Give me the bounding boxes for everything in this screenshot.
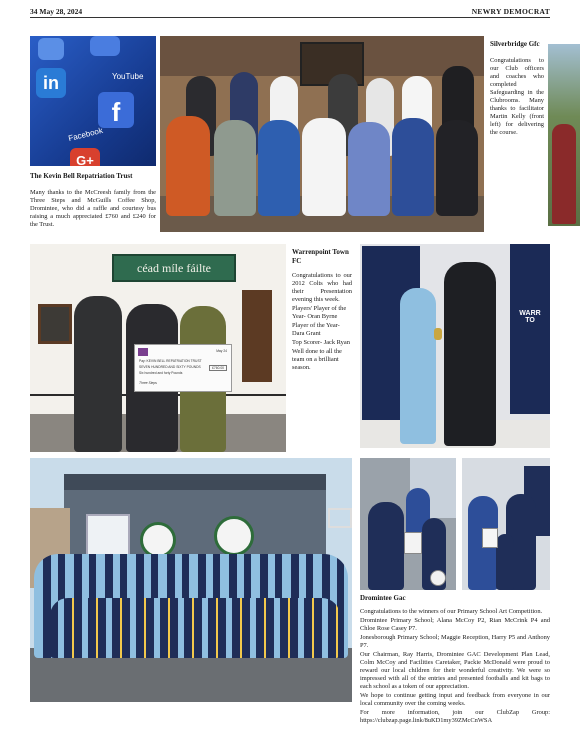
cheque-bank-logo [138, 348, 148, 356]
dromintee-line: Dromintee Primary School; Alana McCoy P2, Rian McCrink P4 and Chloe Rose Casey P7. [360, 617, 550, 632]
cheque-words-2: Six hundred and forty Pounds [139, 371, 183, 375]
dromintee-line: Congratulations to the winners of our Primary School Art Competition. [360, 608, 543, 615]
gaa-crest [140, 522, 176, 558]
youtube-icon [112, 72, 152, 86]
gplus-icon [70, 148, 100, 166]
trophy [434, 328, 442, 340]
person [258, 120, 300, 216]
dromintee-article [360, 594, 550, 726]
app-icon [90, 36, 120, 56]
coach [444, 262, 496, 446]
dromintee-line: We hope to continue getting input and feedback from everyone in our local community over the coming weeks. [360, 692, 550, 707]
linkedin-icon [36, 68, 66, 98]
person [436, 120, 478, 216]
dromintee-award-photo-1 [360, 458, 456, 590]
warrenpoint-heading: Warrenpoint Town FC [292, 248, 349, 265]
warrenpoint-line: Top Scorer- Jack Ryan [292, 339, 350, 346]
newspaper-title: NEWRY DEMOCRAT [471, 7, 550, 16]
window [86, 514, 130, 558]
silverbridge-article [490, 40, 544, 138]
warrenpoint-line: Well done to all the team on a brilliant season. [292, 348, 342, 371]
kevin-bell-article [30, 172, 156, 230]
person [368, 502, 404, 590]
person [214, 120, 256, 216]
silverbridge-body: Congratulations to our Club officers and coaches who completed Safeguarding in the Clubrooms. Many thanks to facilitator Martin Kelly (front left) for delivering the course. [490, 57, 544, 136]
banner-text: WARR [519, 310, 541, 317]
cheque-payee: Pay: KEVIN BELL REPATRIATION TRUST [139, 359, 202, 363]
warrenpoint-article [292, 248, 352, 373]
window [38, 304, 72, 344]
kevin-bell-body: Many thanks to the McCreesh family from the Three Steps and McGuills Coffee Shop, Dromintee, who did a raffle and courtesy bus raising a much appreciated £760 and £240 for the Trust. [30, 189, 156, 228]
silverbridge-group-photo [160, 36, 484, 232]
dromintee-line: Jonesborough Primary School; Maggie Reception, Harry P5 and Anthony P7. [360, 634, 550, 649]
person [392, 118, 434, 216]
artwork [482, 528, 498, 548]
page-info: 34 May 28, 2024 [30, 7, 83, 16]
warrenpoint-line: Players' Player of the Year- Oran Byrne [292, 305, 347, 320]
child [496, 534, 514, 590]
artwork [404, 532, 422, 554]
pub-sign-board: céad míle fáilte [112, 254, 236, 282]
warrenpoint-line: Player of the Year- Dara Grant [292, 322, 340, 337]
cheque-date: May 24 [216, 349, 227, 353]
cheque-amount-words: SEVEN HUNDRED AND SIXTY POUNDS [139, 365, 201, 369]
silverbridge-heading: Silverbridge Gfc [490, 40, 540, 48]
app-icon [38, 38, 64, 60]
gaa-crest [214, 516, 254, 556]
cheque-presentation-photo [30, 244, 286, 452]
dromintee-line: Our Chairman, Ray Harris, Dromintee GAC Development Plan Lead, Colm McCoy and Facilities Caretaker, Packie McDonald were proud to reward our local children for their wonderful creativity. We were so impressed with all of the entries and presented footballs and kit bags to each school as a token of our appreciation. [360, 651, 550, 690]
doorway [242, 290, 272, 382]
boy-player [400, 288, 436, 444]
youtube-label: YouTube [112, 72, 144, 81]
person [74, 296, 122, 452]
person [552, 124, 576, 224]
social-media-photo [30, 36, 156, 166]
school-group-photo [30, 458, 352, 702]
roof [64, 474, 326, 490]
warrenpoint-line: Congratulations to our 2012 Colts who had their Presentation evening this week. [292, 272, 352, 303]
cheque-figure: £760.00 [209, 365, 227, 371]
kevin-bell-heading: The Kevin Bell Repatriation Trust [30, 172, 133, 180]
facebook-icon: f [98, 92, 134, 128]
dromintee-heading: Dromintee Gac [360, 594, 406, 602]
basketball-hoop [328, 508, 352, 528]
dromintee-award-photo-2 [462, 458, 550, 590]
person [348, 122, 390, 216]
person [166, 116, 210, 216]
pupils-front-row [50, 598, 340, 658]
club-banner-right [510, 244, 550, 414]
cheque-signature: Three Steps [139, 381, 157, 385]
banner-text: TO [525, 317, 535, 324]
partial-photo-right [548, 44, 580, 226]
football [430, 570, 446, 586]
player-award-photo [360, 244, 550, 448]
page-header [30, 5, 550, 18]
gplus-label: G+ [76, 153, 94, 166]
cheque [134, 344, 232, 392]
facebook-label: Facebook [67, 125, 104, 144]
dromintee-line: For more information, join our ClubZap Group: https://clubzap.page.link/8uKD1my39ZMcCnWSA [360, 709, 550, 724]
linkedin-label: in [43, 73, 59, 93]
person [302, 118, 346, 216]
